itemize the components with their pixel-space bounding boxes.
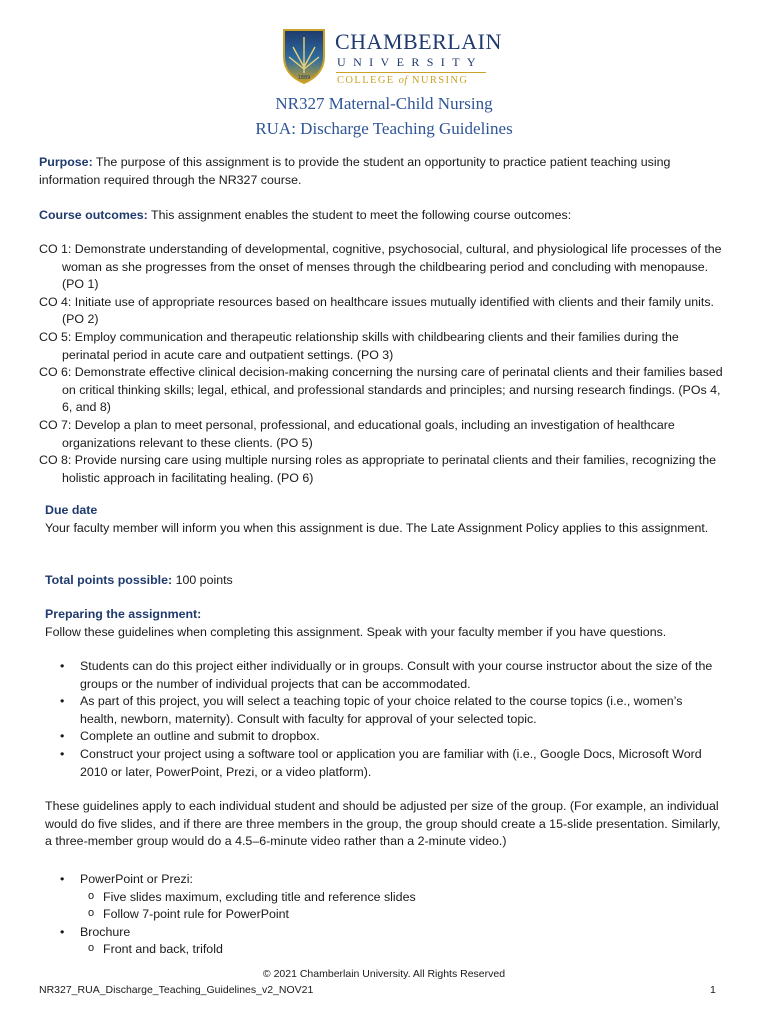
preparing-section (45, 606, 725, 641)
chamberlain-logo (281, 27, 502, 87)
outcome-item: CO 6: Demonstrate effective clinical decision-making concerning the nursing care of perinatal clients and their families based on critical thinking skills; legal, ethical, and professional standards and principles; and nursing research findings. (POs 4, 6, and 8) (39, 365, 723, 415)
logo-wordmark: CHAMBERLAIN (335, 29, 502, 54)
footer-filename: NR327_RUA_Discharge_Teaching_Guidelines_v2_NOV21 (39, 984, 314, 996)
document-title: NR327 Maternal-Child Nursing (275, 94, 493, 113)
list-item (58, 924, 718, 942)
list-item (58, 871, 718, 889)
sub-list-item: o Follow 7-point rule for PowerPoint (58, 906, 718, 924)
footer-copyright: © 2021 Chamberlain University. All Rights Reserved (262, 968, 506, 980)
outcome-item: CO 5: Employ communication and therapeutic relationship skills with childbearing clients and their families during the perinatal period in acute care and outpatient settings. (PO 3) (39, 329, 679, 362)
outcomes-list (39, 241, 729, 487)
format-list (58, 871, 718, 959)
list-item: • Students can do this project either individually or in groups. Consult with your course instructor about the size of the groups or the number of individual projects that can be accommodated. (58, 658, 718, 693)
preparing-heading: Preparing the assignment: (45, 607, 202, 621)
outcome-item: CO 7: Develop a plan to meet personal, professional, and educational goals, including an investigation of healthcare organizations relevant to these clients. (PO 5) (39, 417, 675, 450)
preparing-text: Follow these guidelines when completing this assignment. Speak with your faculty member if you have questions. (45, 624, 667, 639)
list-item: • As part of this project, you will select a teaching topic of your choice related to the course topics (i.e., women’s health, newborn, maternity). Consult with faculty for approval of your selected topic. (58, 693, 718, 728)
logo-divider (336, 72, 486, 73)
due-date-text: Your faculty member will inform you when this assignment is due. The Late Assignment Policy applies to this assignment. (45, 520, 709, 535)
sub-list-item: o Five slides maximum, excluding title and reference slides (58, 889, 718, 907)
document-subtitle: RUA: Discharge Teaching Guidelines (255, 119, 513, 138)
outcome-item: CO 1: Demonstrate understanding of developmental, cognitive, psychosocial, cultural, and physiological life processes of the woman as she progresses from the onset of menses through the childbearing period and concluding with menopause. (PO 1) (39, 242, 722, 292)
svg-text:1889: 1889 (297, 75, 311, 81)
sub-list-item: o Front and back, trifold (58, 941, 718, 959)
due-date-heading: Due date (45, 503, 98, 517)
outcome-item: CO 4: Initiate use of appropriate resources based on healthcare issues mutually identified with clients and their family units. (PO 2) (39, 294, 714, 327)
preparing-bullets (58, 658, 718, 781)
logo-college: COLLEGE of NURSING (337, 75, 469, 86)
purpose-paragraph (39, 154, 729, 189)
points-value: 100 points (172, 573, 233, 587)
purpose-label: Purpose: (39, 155, 93, 169)
points-section (45, 572, 725, 590)
outcomes-intro (39, 207, 729, 225)
list-item: • Complete an outline and submit to dropbox. (58, 728, 718, 746)
logo-university: UNIVERSITY (337, 55, 483, 69)
outcomes-label: Course outcomes: (39, 208, 148, 222)
list-item: • Construct your project using a software tool or application you are familiar with (i.e., Google Docs, Microsoft Word 2010 or later, PowerPoint, Prezi, or a video platform). (58, 746, 718, 781)
shield-icon (281, 27, 327, 85)
outcomes-text: This assignment enables the student to meet the following course outcomes: (147, 208, 572, 222)
due-date-section (45, 502, 725, 537)
points-label: Total points possible: (45, 573, 173, 587)
powerpoint-label: PowerPoint or Prezi: (80, 872, 193, 886)
page-number: 1 (710, 984, 716, 996)
outcome-item: CO 8: Provide nursing care using multiple nursing roles as appropriate to perinatal clients and their families, recognizing the holistic approach in facilitating healing. (PO 6) (39, 453, 717, 485)
brochure-label: Brochure (80, 924, 131, 939)
guidelines-paragraph: These guidelines apply to each individual student and should be adjusted per size of the group. (For example, an individual would do five slides, and if there are three members in the group, the group should create a 15-slide presentation. Similarly, a three-member group would do a 4.5–6-minute video rather than a 2-minute video.) (45, 799, 721, 849)
purpose-text: The purpose of this assignment is to provide the student an opportunity to practice patient teaching using information required through the NR327 course. (39, 155, 671, 187)
